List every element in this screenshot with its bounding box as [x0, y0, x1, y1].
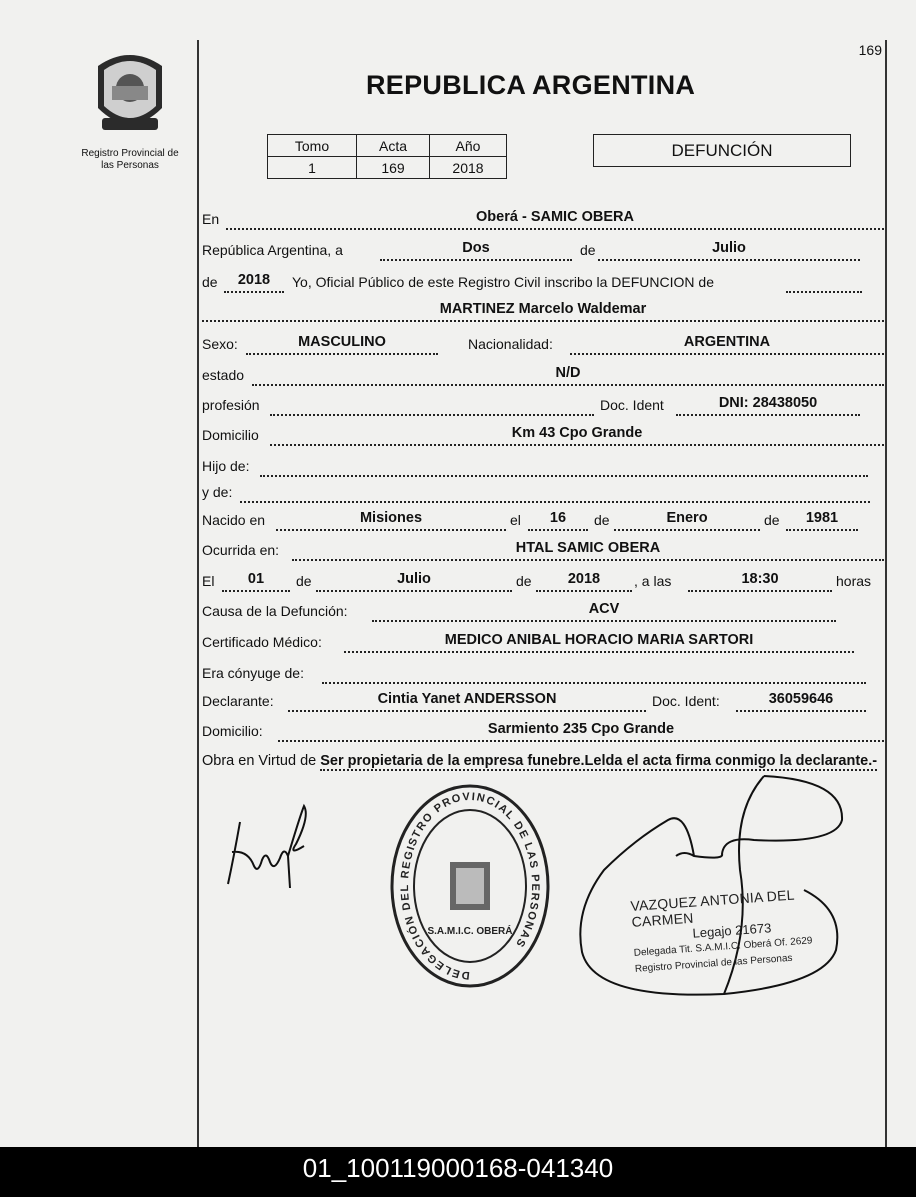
row-year: de 2018 Yo, Oficial Público de este Registro Civil inscribo la DEFUNCION de	[202, 274, 884, 294]
official-signature-block	[630, 883, 855, 978]
row-fecha-defuncion: El 01 de Julio de 2018 , a las 18:30 horas	[202, 573, 884, 593]
footer-code: 01_100119000168-041340	[0, 1147, 916, 1197]
en-value: Oberá - SAMIC OBERA	[476, 209, 634, 225]
stamp-center-text: S.A.M.I.C. OBERÁ	[427, 926, 513, 937]
en-label: En	[202, 211, 220, 227]
declarante-signature	[218, 796, 318, 896]
nacido-day: 16	[549, 510, 567, 526]
row-deceased	[202, 303, 884, 323]
row-estado: estado N/D	[202, 367, 884, 387]
anio-value: 2018	[430, 157, 507, 179]
def-time: 18:30	[741, 571, 779, 587]
row-en	[202, 211, 884, 231]
row-conyuge: Era cónyuge de:	[202, 665, 884, 685]
def-day: 01	[247, 571, 265, 587]
inscription-text: Yo, Oficial Público de este Registro Civil inscribo la DEFUNCION de	[292, 274, 714, 290]
domicilio-declarante-value: Sarmiento 235 Cpo Grande	[487, 721, 675, 737]
anio-header: Año	[430, 135, 507, 157]
right-margin-line	[885, 40, 887, 1147]
tomo-value: 1	[268, 157, 357, 179]
official-registro: Registro Provincial de las Personas	[634, 952, 793, 975]
certificado-value: MEDICO ANIBAL HORACIO MARIA SARTORI	[444, 632, 754, 648]
nacido-month: Enero	[666, 510, 708, 526]
registry-name: Registro Provincial de las Personas	[81, 148, 179, 171]
deceased-name: MARTINEZ Marcelo Waldemar	[439, 301, 647, 317]
official-name: VAZQUEZ ANTONIA DEL CARMEN	[630, 886, 795, 930]
ocurrida-value: HTAL SAMIC OBERA	[515, 540, 661, 556]
nacido-place: Misiones	[359, 510, 423, 526]
page-number: 169	[858, 42, 882, 58]
year-value: 2018	[237, 272, 271, 288]
record-type-box: DEFUNCIÓN	[593, 134, 851, 167]
acta-value: 169	[357, 157, 430, 179]
record-number-table	[267, 134, 507, 179]
obra-value: Ser propietaria de la empresa funebre.Lelda el acta firma conmigo la declarante.-	[320, 753, 878, 769]
row-hijo-de: Hijo de:	[202, 458, 884, 478]
nacido-year: 1981	[805, 510, 839, 526]
row-profesion: profesión Doc. Ident DNI: 28438050	[202, 397, 884, 417]
row-certificado: Certificado Médico: MEDICO ANIBAL HORACIO MARIA SARTORI	[202, 634, 884, 654]
nacionalidad-value: ARGENTINA	[683, 334, 771, 350]
stamp-ring-text: DELEGACIÓN DEL REGISTRO PROVINCIAL DE LAS PERSONAS	[399, 790, 542, 982]
domicilio-value: Km 43 Cpo Grande	[511, 425, 643, 441]
declarante-doc-value: 36059646	[768, 691, 834, 707]
acta-header: Acta	[357, 135, 430, 157]
row-nacido: Nacido en Misiones el 16 de Enero de 1981	[202, 512, 884, 532]
document-title: REPUBLICA ARGENTINA	[366, 70, 696, 100]
sexo-value: MASCULINO	[298, 334, 386, 350]
row-republica: República Argentina, a Dos de Julio	[202, 242, 884, 262]
row-domicilio: Domicilio Km 43 Cpo Grande	[202, 427, 884, 447]
row-domicilio-declarante: Domicilio: Sarmiento 235 Cpo Grande	[202, 723, 884, 743]
official-legajo: Legajo 21673	[692, 920, 772, 941]
day-value: Dos	[462, 240, 490, 256]
left-margin-line	[197, 40, 199, 1147]
def-year: 2018	[567, 571, 601, 587]
row-ocurrida: Ocurrida en: HTAL SAMIC OBERA	[202, 542, 884, 562]
declarante-value: Cintia Yanet ANDERSSON	[377, 691, 557, 707]
obra-en-virtud	[202, 751, 884, 772]
causa-value: ACV	[588, 601, 620, 617]
row-y-de: y de:	[202, 484, 884, 504]
official-cargo: Delegada Tit. S.A.M.I.C. Oberá Of. 2629	[633, 935, 813, 959]
obra-label: Obra en Virtud de	[202, 753, 317, 769]
registry-stamp	[388, 784, 552, 992]
republica-label: República Argentina, a	[202, 242, 343, 258]
row-sexo: Sexo: MASCULINO Nacionalidad: ARGENTINA	[202, 336, 884, 356]
estado-value: N/D	[555, 365, 581, 381]
month-value: Julio	[712, 240, 746, 256]
doc-ident-value: DNI: 28438050	[718, 395, 818, 411]
tomo-header: Tomo	[268, 135, 357, 157]
provincial-seal-logo	[92, 48, 168, 136]
row-causa: Causa de la Defunción: ACV	[202, 603, 884, 623]
row-declarante: Declarante: Cintia Yanet ANDERSSON Doc. Ident: 36059646	[202, 693, 884, 713]
def-month: Julio	[397, 571, 431, 587]
